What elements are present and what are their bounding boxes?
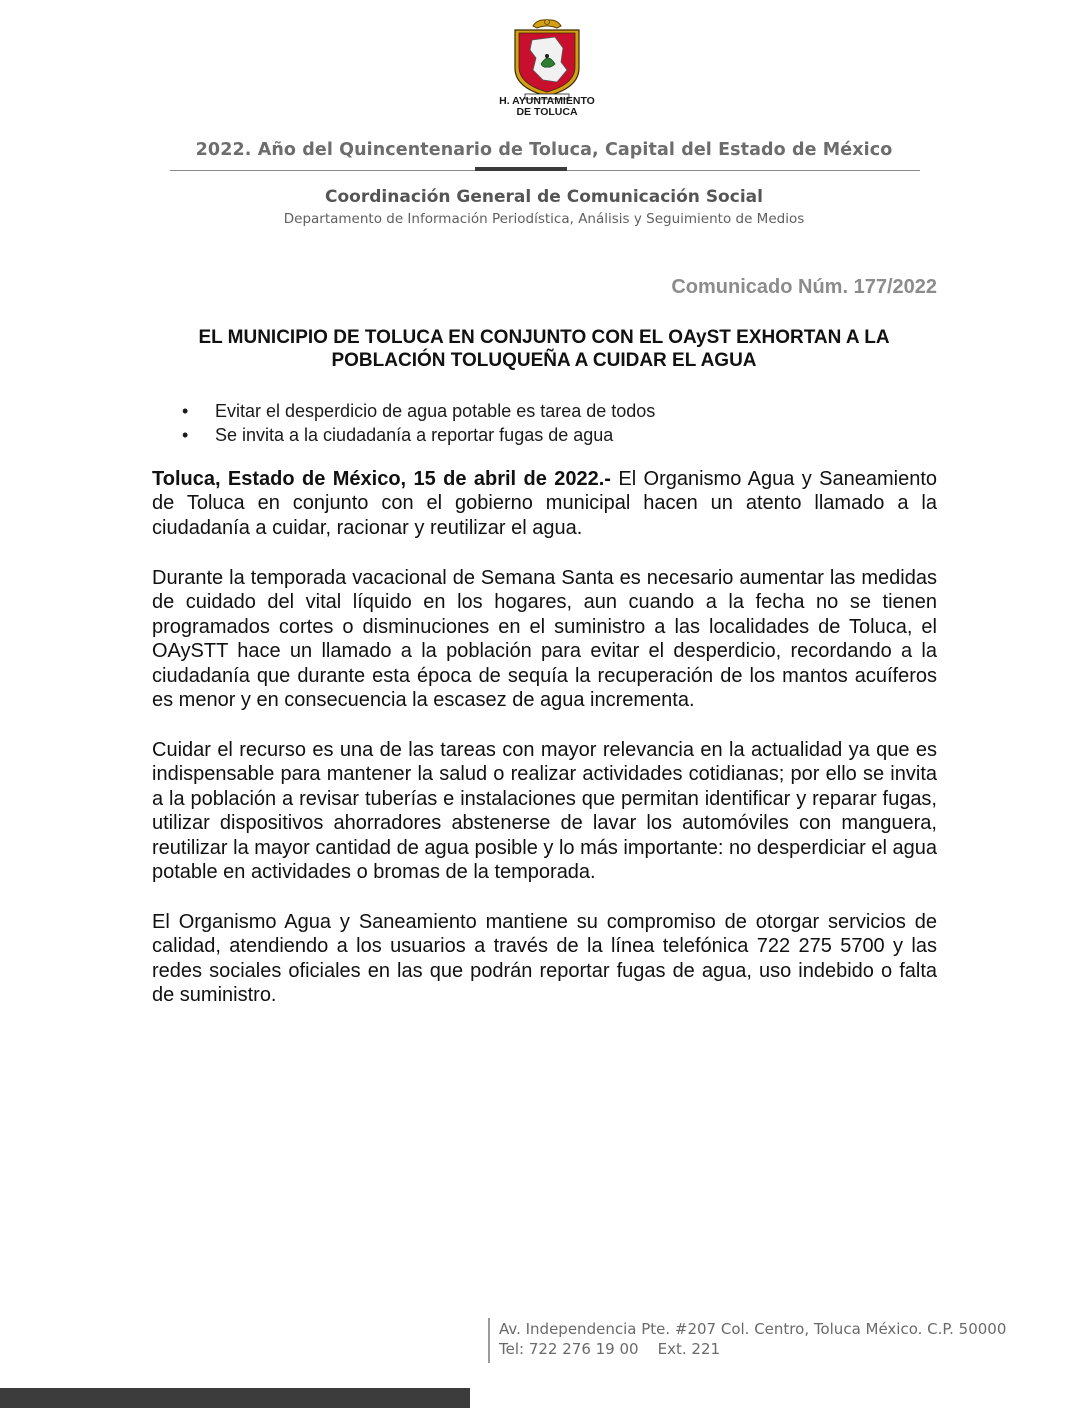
header-divider-accent	[475, 167, 567, 171]
headline-line1: EL MUNICIPIO DE TOLUCA EN CONJUNTO CON EL OAyST EXHORTAN A LA	[198, 327, 890, 348]
paragraph-4: El Organismo Agua y Saneamiento mantiene su compromiso de otorgar servicios de calidad, atendiendo a los usuarios a través de la línea telefónica 722 275 5700 y las redes sociales oficiales en las que podrán reportar fugas de agua, uso indebido o falta de suministro.	[152, 911, 937, 1007]
year-motto: 2022. Año del Quincentenario de Toluca, Capital del Estado de México	[195, 140, 893, 160]
headline-line2: POBLACIÓN TOLUQUEÑA A CUIDAR EL AGUA	[331, 350, 757, 371]
headline	[140, 326, 948, 372]
bullet-item	[180, 399, 655, 423]
paragraph-3: Cuidar el recurso es una de las tareas con mayor relevancia en la actualidad ya que es indispensable para mantener la salud o realizar actividades cotidianas; por ello se invita a la población a revisar tuberías e instalaciones que permitan identificar y reparar fugas, utilizar dispositivos ahorradores abstenerse de lavar los automóviles con manguera, reutilizar la mayor cantidad de agua posible y lo más importante: no desperdiciar el agua potable en actividades o bromas de la temporada.	[152, 739, 937, 884]
summary-bullets	[180, 399, 655, 447]
bullet-text: Evitar el desperdicio de agua potable es tarea de todos	[215, 401, 656, 421]
footer-stripe	[0, 1388, 470, 1408]
footer-divider	[488, 1318, 490, 1363]
logo-caption	[470, 96, 624, 118]
logo-caption-line1: H. AYUNTAMIENTO	[499, 95, 595, 107]
footer-address: Av. Independencia Pte. #207 Col. Centro, Toluca México. C.P. 50000	[499, 1320, 1007, 1338]
footer-phone: Tel: 722 276 19 00 Ext. 221	[499, 1340, 721, 1358]
department-title: Coordinación General de Comunicación Social	[325, 187, 763, 207]
bullet-icon: •	[182, 401, 189, 421]
bullet-text: Se invita a la ciudadanía a reportar fugas de agua	[215, 425, 614, 445]
dateline: Toluca, Estado de México, 15 de abril de 2022.-	[152, 468, 611, 490]
department-subtitle: Departamento de Información Periodística, Análisis y Seguimiento de Medios	[283, 211, 805, 227]
paragraph-2: Durante la temporada vacacional de Semana Santa es necesario aumentar las medidas de cuidado del vital líquido en los hogares, aun cuando a la fecha no se tienen programados cortes o disminuciones en el suministro a las localidades de Toluca, el OAySTT hace un llamado a la población para evitar el desperdicio, recordando a la ciudadanía que durante esta época de sequía la recuperación de los mantos acuíferos es menor y en consecuencia la escasez de agua incrementa.	[152, 567, 937, 712]
logo-caption-line2: DE TOLUCA	[516, 106, 578, 118]
bullet-icon: •	[182, 425, 189, 445]
footer-stripe-tip	[440, 1388, 466, 1408]
press-release-number: Comunicado Núm. 177/2022	[671, 276, 937, 298]
coat-of-arms-icon	[503, 18, 591, 100]
paragraph-1-text: El Organismo Agua y Saneamiento de Toluca en conjunto con el gobierno municipal hacen un atento llamado a la ciudadanía a cuidar, racionar y reutilizar el agua.	[152, 468, 937, 539]
paragraph-1	[152, 467, 937, 540]
bullet-item	[180, 423, 655, 447]
